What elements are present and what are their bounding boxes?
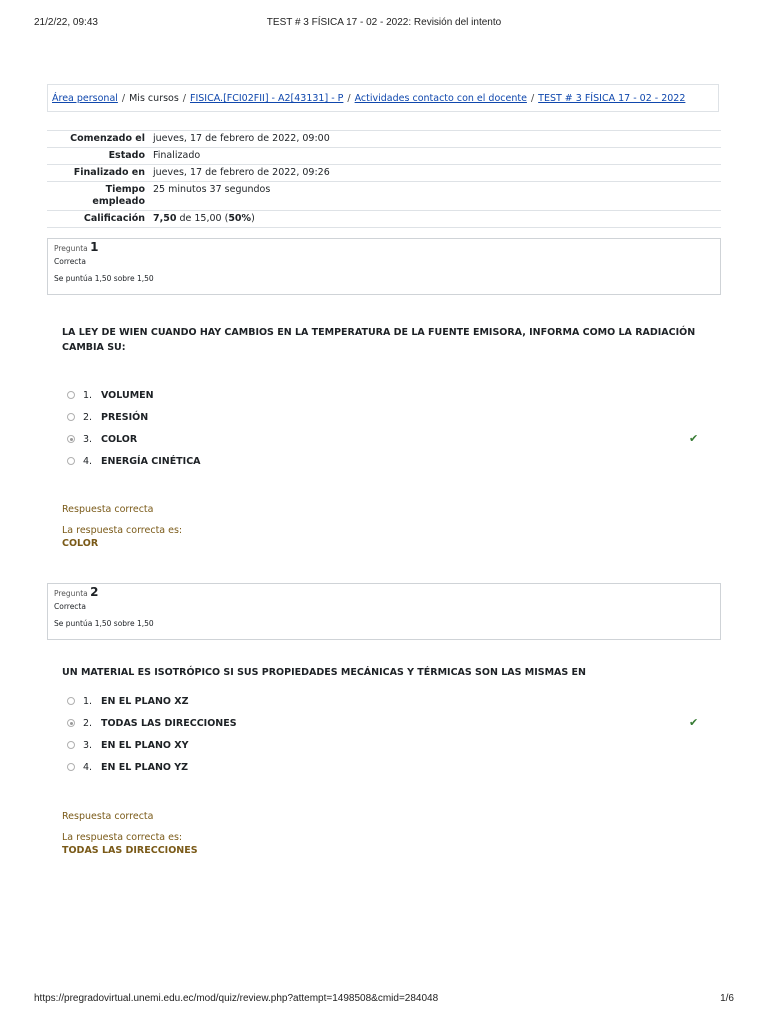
answer-option[interactable] bbox=[67, 696, 707, 718]
radio-button[interactable] bbox=[67, 763, 75, 771]
feedback-correct-answer: COLOR bbox=[62, 538, 99, 549]
answer-number: 2. bbox=[83, 412, 93, 423]
answer-number: 1. bbox=[83, 390, 93, 401]
feedback-result: Respuesta correcta bbox=[62, 504, 154, 515]
print-url: https://pregradovirtual.unemi.edu.ec/mod/quiz/review.php?attempt=1498508&cmid=284048 bbox=[34, 993, 439, 1004]
started-label: Comenzado el bbox=[47, 131, 149, 148]
radio-button[interactable] bbox=[67, 413, 75, 421]
grade-close: ) bbox=[251, 213, 255, 224]
answer-number: 3. bbox=[83, 434, 93, 445]
question-number-value: 2 bbox=[90, 585, 99, 599]
answer-option[interactable] bbox=[67, 456, 707, 478]
breadcrumb-home-link[interactable]: Área personal bbox=[52, 93, 118, 104]
answer-text: EN EL PLANO XY bbox=[101, 740, 189, 751]
breadcrumb-my-courses: Mis cursos bbox=[129, 93, 179, 104]
answer-text: ENERGÍA CINÉTICA bbox=[101, 456, 201, 467]
print-footer bbox=[34, 993, 734, 1007]
question-number bbox=[54, 587, 714, 599]
answer-number: 4. bbox=[83, 762, 93, 773]
answer-option[interactable] bbox=[67, 762, 707, 784]
question-text-1: LA LEY DE WIEN CUANDO HAY CAMBIOS EN LA TEMPERATURA DE LA FUENTE EMISORA, INFORMA COMO LA RADIACIÓN CAMBIA SU: bbox=[62, 327, 696, 353]
check-icon: ✔ bbox=[689, 432, 699, 445]
breadcrumb-separator: / bbox=[347, 93, 351, 104]
time-label-line1: Tiempo bbox=[105, 184, 145, 195]
answer-number: 2. bbox=[83, 718, 93, 729]
question-text-2: UN MATERIAL ES ISOTRÓPICO SI SUS PROPIEDADES MECÁNICAS Y TÉRMICAS SON LAS MISMAS EN bbox=[62, 667, 586, 678]
finished-value: jueves, 17 de febrero de 2022, 09:26 bbox=[149, 165, 721, 182]
question-label: Pregunta bbox=[54, 589, 88, 598]
answer-text: EN EL PLANO YZ bbox=[101, 762, 189, 773]
breadcrumb-section-link[interactable]: Actividades contacto con el docente bbox=[354, 93, 527, 104]
breadcrumb-course-link[interactable]: FISICA.[FCI02FII] - A2[43131] - P bbox=[189, 93, 344, 104]
breadcrumb-separator: / bbox=[530, 93, 535, 104]
print-header bbox=[34, 17, 734, 31]
attempt-summary-table bbox=[47, 130, 721, 228]
breadcrumb-separator: / bbox=[182, 93, 186, 104]
question-info-2 bbox=[47, 583, 721, 640]
answer-text: EN EL PLANO XZ bbox=[101, 696, 189, 707]
summary-row-finished bbox=[47, 165, 721, 182]
radio-button[interactable] bbox=[67, 391, 75, 399]
print-title: TEST # 3 FÍSICA 17 - 02 - 2022: Revisión del intento bbox=[266, 17, 502, 28]
question-grade: Se puntúa 1,50 sobre 1,50 bbox=[54, 274, 154, 283]
answer-number: 3. bbox=[83, 740, 93, 751]
page-number: 1/6 bbox=[720, 993, 734, 1004]
grade-score: 7,50 bbox=[153, 213, 177, 224]
breadcrumb-quiz-link[interactable]: TEST # 3 FÍSICA 17 - 02 - 2022 bbox=[538, 93, 686, 104]
started-value: jueves, 17 de febrero de 2022, 09:00 bbox=[149, 131, 721, 148]
radio-button[interactable] bbox=[67, 697, 75, 705]
print-datetime: 21/2/22, 09:43 bbox=[34, 17, 98, 28]
feedback-result: Respuesta correcta bbox=[62, 811, 154, 822]
question-grade: Se puntúa 1,50 sobre 1,50 bbox=[54, 619, 154, 628]
check-icon: ✔ bbox=[689, 716, 699, 729]
time-label bbox=[47, 182, 149, 211]
state-value: Finalizado bbox=[149, 148, 721, 165]
summary-row-grade bbox=[47, 211, 721, 228]
state-label: Estado bbox=[47, 148, 149, 165]
answer-number: 4. bbox=[83, 456, 93, 467]
answer-number: 1. bbox=[83, 696, 93, 707]
feedback-label: La respuesta correcta es: bbox=[62, 832, 183, 843]
question-state: Correcta bbox=[54, 257, 86, 266]
answer-option-selected[interactable] bbox=[67, 434, 707, 456]
answer-option-selected[interactable] bbox=[67, 718, 707, 740]
question-label: Pregunta bbox=[54, 244, 88, 253]
time-label-line2: empleado bbox=[92, 196, 145, 207]
feedback-2 bbox=[62, 811, 462, 858]
summary-row-state bbox=[47, 148, 721, 165]
feedback-1 bbox=[62, 504, 462, 551]
feedback-correct-answer: TODAS LAS DIRECCIONES bbox=[62, 845, 198, 856]
grade-value bbox=[149, 211, 721, 228]
grade-percent: 50% bbox=[228, 213, 252, 224]
time-value: 25 minutos 37 segundos bbox=[149, 182, 721, 211]
radio-button[interactable] bbox=[67, 741, 75, 749]
answer-text: PRESIÓN bbox=[101, 412, 149, 423]
grade-of: de 15,00 ( bbox=[179, 213, 229, 224]
radio-button-checked[interactable] bbox=[67, 435, 75, 443]
feedback-label: La respuesta correcta es: bbox=[62, 525, 183, 536]
question-state: Correcta bbox=[54, 602, 86, 611]
answer-option[interactable] bbox=[67, 390, 707, 412]
finished-label: Finalizado en bbox=[47, 165, 149, 182]
answer-text: VOLUMEN bbox=[101, 390, 154, 401]
question-number-value: 1 bbox=[90, 240, 99, 254]
breadcrumb bbox=[47, 84, 719, 112]
radio-button[interactable] bbox=[67, 457, 75, 465]
answer-text: COLOR bbox=[101, 434, 138, 445]
answer-option[interactable] bbox=[67, 740, 707, 762]
question-info-1 bbox=[47, 238, 721, 295]
answer-list-1 bbox=[67, 390, 707, 478]
summary-row-time bbox=[47, 182, 721, 211]
answer-list-2 bbox=[67, 696, 707, 784]
answer-option[interactable] bbox=[67, 412, 707, 434]
breadcrumb-separator: / bbox=[121, 93, 126, 104]
summary-row-started bbox=[47, 131, 721, 148]
grade-label: Calificación bbox=[47, 211, 149, 228]
answer-text: TODAS LAS DIRECCIONES bbox=[101, 718, 237, 729]
radio-button-checked[interactable] bbox=[67, 719, 75, 727]
question-number bbox=[54, 242, 714, 254]
